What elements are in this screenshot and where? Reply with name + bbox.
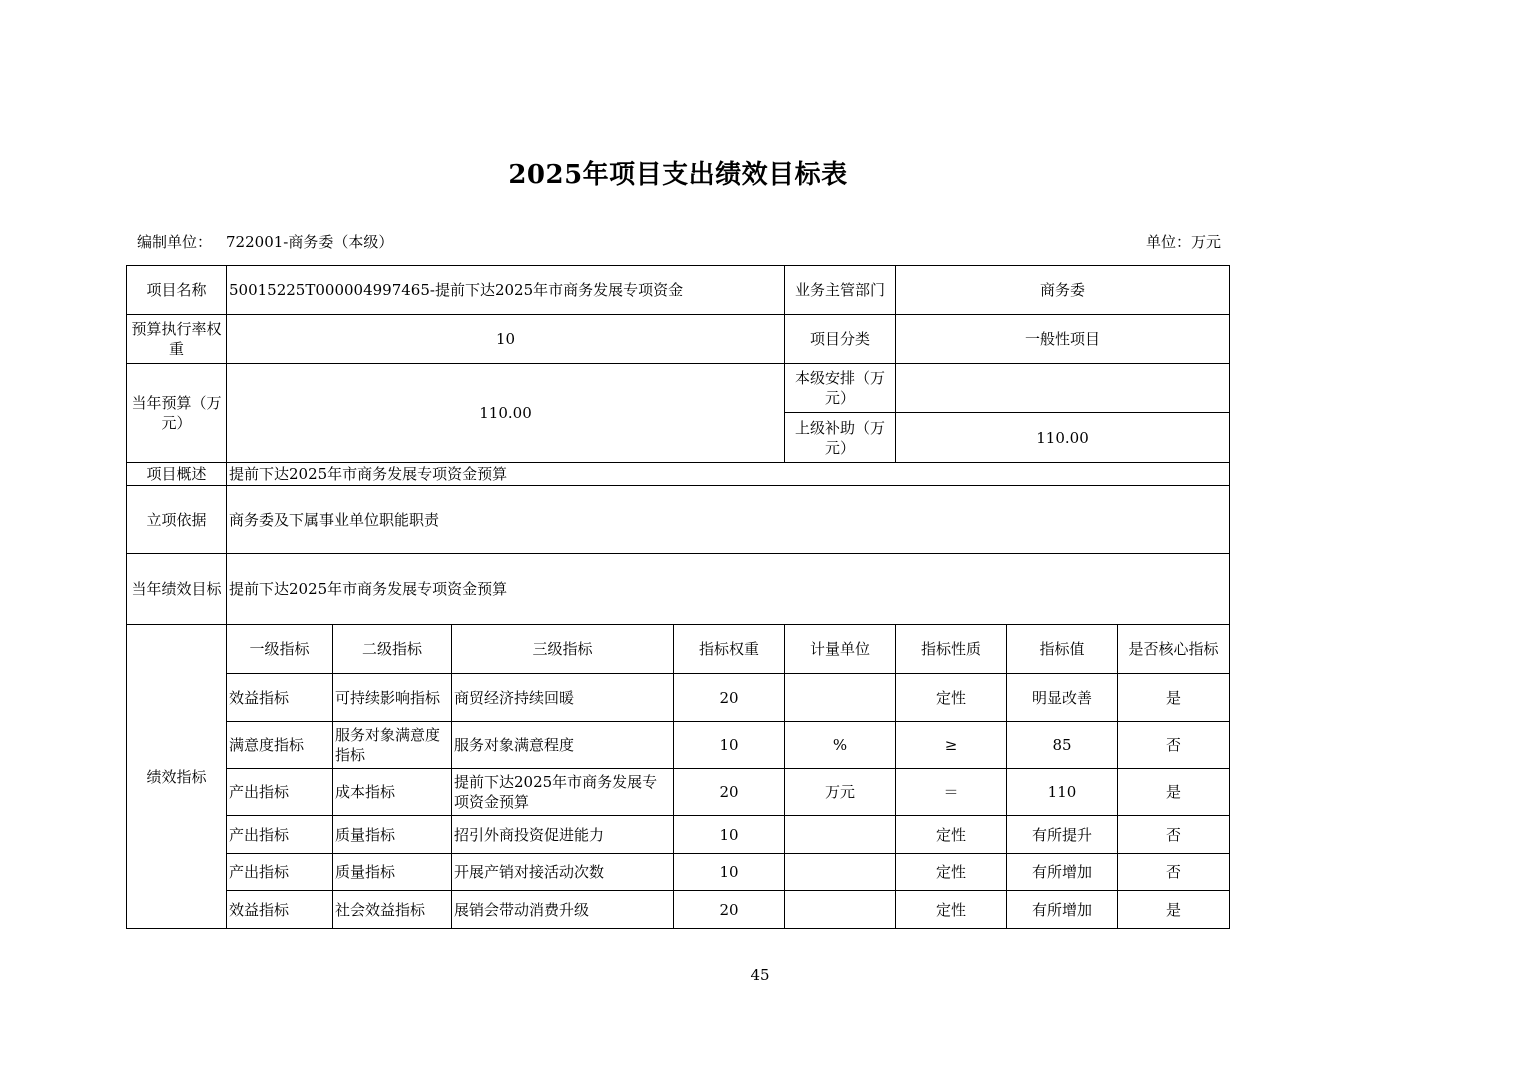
budget-row (127, 364, 1230, 413)
level2-cell: 社会效益指标 (333, 891, 452, 929)
level3-cell: 展销会带动消费升级 (452, 891, 674, 929)
header-level1: 一级指标 (227, 625, 333, 674)
table-row (127, 854, 1230, 891)
header-unit: 计量单位 (785, 625, 896, 674)
budget-label: 当年预算（万元） (127, 364, 227, 463)
weight-label: 预算执行率权重 (127, 315, 227, 364)
level3-cell: 提前下达2025年市商务发展专项资金预算 (452, 769, 674, 816)
level2-cell: 可持续影响指标 (333, 674, 452, 722)
dept-label: 业务主管部门 (785, 266, 896, 315)
core-cell: 否 (1118, 722, 1230, 769)
budget-value: 110.00 (227, 364, 785, 463)
compiling-unit-label: 编制单位： (137, 233, 213, 251)
level2-cell: 成本指标 (333, 769, 452, 816)
nature-cell: 定性 (896, 674, 1007, 722)
weight-cell: 20 (674, 769, 785, 816)
overview-value: 提前下达2025年市商务发展专项资金预算 (227, 463, 1230, 486)
value-cell: 85 (1007, 722, 1118, 769)
header-level2: 二级指标 (333, 625, 452, 674)
weight-value: 10 (227, 315, 785, 364)
unit-cell (785, 674, 896, 722)
upper-value: 110.00 (896, 413, 1230, 463)
value-cell: 有所增加 (1007, 891, 1118, 929)
header-value: 指标值 (1007, 625, 1118, 674)
weight-cell: 10 (674, 854, 785, 891)
level1-cell: 产出指标 (227, 769, 333, 816)
weight-cell: 10 (674, 816, 785, 854)
value-cell: 有所增加 (1007, 854, 1118, 891)
performance-table (126, 265, 1230, 929)
value-cell: 明显改善 (1007, 674, 1118, 722)
level1-cell: 满意度指标 (227, 722, 333, 769)
compiling-unit (137, 231, 393, 252)
overview-row (127, 463, 1230, 486)
unit-cell (785, 891, 896, 929)
weight-cell: 20 (674, 674, 785, 722)
weight-cell: 10 (674, 722, 785, 769)
table-row (127, 891, 1230, 929)
page-number: 45 (750, 966, 770, 984)
level2-cell: 质量指标 (333, 816, 452, 854)
level1-cell: 产出指标 (227, 816, 333, 854)
upper-label: 上级补助（万元） (785, 413, 896, 463)
overview-label: 项目概述 (127, 463, 227, 486)
basis-row (127, 486, 1230, 554)
table-row (127, 769, 1230, 816)
project-name-row (127, 266, 1230, 315)
project-name-label: 项目名称 (127, 266, 227, 315)
level1-cell: 效益指标 (227, 891, 333, 929)
category-label: 项目分类 (785, 315, 896, 364)
category-value: 一般性项目 (896, 315, 1230, 364)
unit-cell (785, 854, 896, 891)
header-level3: 三级指标 (452, 625, 674, 674)
goal-row (127, 554, 1230, 625)
nature-cell: ＝ (896, 769, 1007, 816)
weight-row (127, 315, 1230, 364)
page-title: 2025年项目支出绩效目标表 (508, 160, 848, 190)
local-value (896, 364, 1230, 413)
header-nature: 指标性质 (896, 625, 1007, 674)
header-weight: 指标权重 (674, 625, 785, 674)
nature-cell: 定性 (896, 816, 1007, 854)
level3-cell: 招引外商投资促进能力 (452, 816, 674, 854)
project-name-value: 50015225T000004997465-提前下达2025年市商务发展专项资金 (227, 266, 785, 315)
unit-cell (785, 816, 896, 854)
header-core: 是否核心指标 (1118, 625, 1230, 674)
local-label: 本级安排（万元） (785, 364, 896, 413)
level1-cell: 效益指标 (227, 674, 333, 722)
level3-cell: 开展产销对接活动次数 (452, 854, 674, 891)
level3-cell: 服务对象满意程度 (452, 722, 674, 769)
core-cell: 是 (1118, 674, 1230, 722)
goal-label: 当年绩效目标 (127, 554, 227, 625)
indicators-section-label: 绩效指标 (127, 625, 227, 929)
value-cell: 110 (1007, 769, 1118, 816)
basis-value: 商务委及下属事业单位职能职责 (227, 486, 1230, 554)
basis-label: 立项依据 (127, 486, 227, 554)
core-cell: 否 (1118, 854, 1230, 891)
currency-unit: 单位：万元 (1146, 233, 1222, 251)
unit-cell: 万元 (785, 769, 896, 816)
core-cell: 否 (1118, 816, 1230, 854)
level3-cell: 商贸经济持续回暖 (452, 674, 674, 722)
core-cell: 是 (1118, 769, 1230, 816)
table-row (127, 722, 1230, 769)
level2-cell: 服务对象满意度指标 (333, 722, 452, 769)
dept-value: 商务委 (896, 266, 1230, 315)
goal-value: 提前下达2025年市商务发展专项资金预算 (227, 554, 1230, 625)
nature-cell: ≥ (896, 722, 1007, 769)
nature-cell: 定性 (896, 891, 1007, 929)
weight-cell: 20 (674, 891, 785, 929)
core-cell: 是 (1118, 891, 1230, 929)
level2-cell: 质量指标 (333, 854, 452, 891)
table-row (127, 816, 1230, 854)
table-row (127, 674, 1230, 722)
nature-cell: 定性 (896, 854, 1007, 891)
compiling-unit-value: 722001-商务委（本级） (226, 233, 394, 251)
indicator-header-row (127, 625, 1230, 674)
level1-cell: 产出指标 (227, 854, 333, 891)
unit-cell: % (785, 722, 896, 769)
value-cell: 有所提升 (1007, 816, 1118, 854)
